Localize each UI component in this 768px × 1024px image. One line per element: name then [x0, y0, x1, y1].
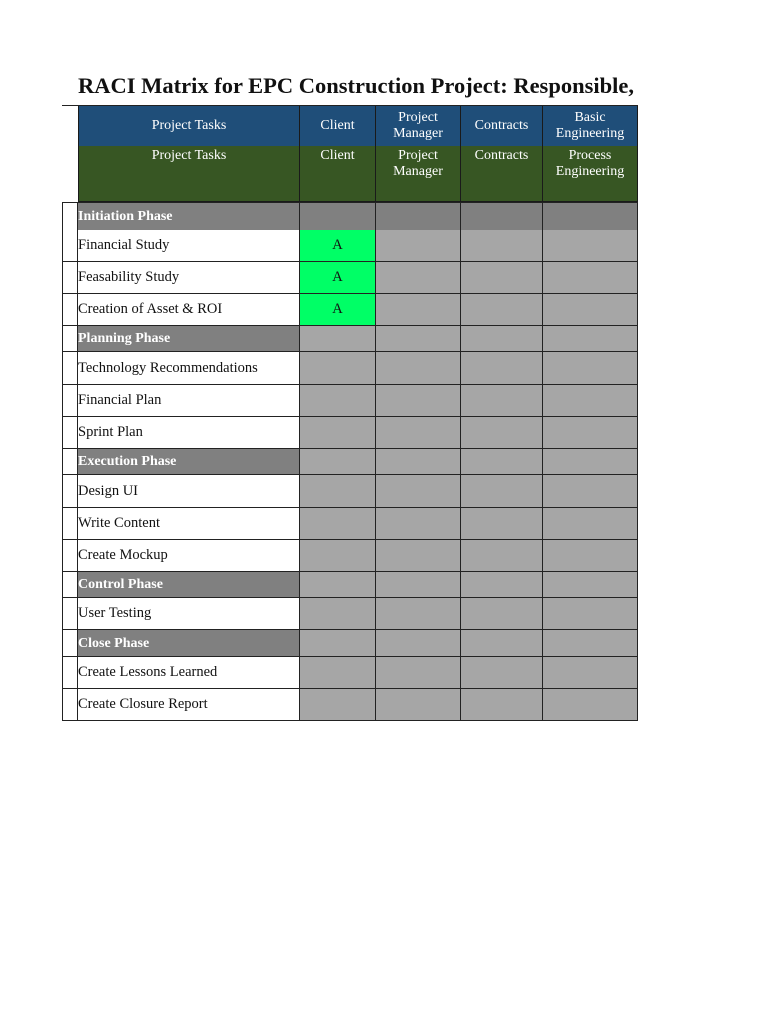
task-label: Write Content [78, 508, 300, 540]
phase-cell [376, 449, 461, 475]
assignment-cell [543, 598, 638, 630]
task-row [62, 230, 638, 262]
assignment-cell [300, 417, 376, 449]
phase-cell [543, 449, 638, 475]
phase-cell [376, 203, 461, 231]
row-margin-cell [62, 572, 78, 598]
task-row [62, 294, 638, 326]
row-margin-cell [62, 385, 78, 417]
header-client-secondary: Client [300, 146, 376, 202]
assignment-cell [461, 598, 543, 630]
assignment-cell [461, 262, 543, 294]
phase-cell [543, 572, 638, 598]
assignment-cell [300, 385, 376, 417]
row-margin-cell [62, 417, 78, 449]
phase-label: Initiation Phase [78, 203, 300, 231]
task-row [62, 385, 638, 417]
assignment-cell [543, 540, 638, 572]
row-margin-cell [62, 262, 78, 294]
header-project-tasks: Project Tasks [78, 106, 300, 147]
assignment-cell [300, 689, 376, 721]
phase-cell [461, 572, 543, 598]
assignment-cell [461, 508, 543, 540]
assignment-cell [543, 475, 638, 508]
task-row [62, 262, 638, 294]
header-contracts: Contracts [461, 106, 543, 147]
header-basic-engineering: Basic Engineering [543, 106, 638, 147]
phase-cell [376, 572, 461, 598]
phase-label: Control Phase [78, 572, 300, 598]
assignment-cell [300, 475, 376, 508]
phase-cell [543, 203, 638, 231]
task-row [62, 689, 638, 721]
header-row-primary [62, 105, 638, 147]
assignment-cell [461, 352, 543, 385]
task-label: Creation of Asset & ROI [78, 294, 300, 326]
row-margin-cell [62, 449, 78, 475]
row-margin-cell [62, 540, 78, 572]
phase-cell [461, 203, 543, 231]
assignment-cell [543, 262, 638, 294]
row-margin-cell [62, 689, 78, 721]
assignment-cell [543, 657, 638, 689]
assignment-cell [376, 508, 461, 540]
row-margin-cell [62, 203, 78, 231]
task-label: Technology Recommendations [78, 352, 300, 385]
row-margin-cell [62, 294, 78, 326]
row-margin-cell [62, 475, 78, 508]
task-label: Sprint Plan [78, 417, 300, 449]
header-project-tasks-secondary: Project Tasks [78, 146, 300, 202]
task-label: Financial Study [78, 230, 300, 262]
phase-row-control [62, 572, 638, 598]
phase-cell [300, 449, 376, 475]
assignment-cell [376, 294, 461, 326]
assignment-cell [376, 540, 461, 572]
assignment-cell: A [300, 294, 376, 326]
row-margin-cell [62, 352, 78, 385]
page-title: RACI Matrix for EPC Construction Project: Responsible, [78, 73, 634, 98]
assignment-cell [543, 417, 638, 449]
task-row [62, 352, 638, 385]
assignment-cell [376, 689, 461, 721]
task-label: Financial Plan [78, 385, 300, 417]
phase-cell [461, 326, 543, 352]
assignment-cell [543, 352, 638, 385]
task-label: User Testing [78, 598, 300, 630]
task-label: Create Mockup [78, 540, 300, 572]
task-label: Create Closure Report [78, 689, 300, 721]
phase-label: Close Phase [78, 630, 300, 657]
assignment-cell [543, 230, 638, 262]
phase-cell [376, 326, 461, 352]
assignment-cell [376, 385, 461, 417]
assignment-cell [376, 262, 461, 294]
assignment-cell: A [300, 230, 376, 262]
assignment-cell [461, 657, 543, 689]
phase-row-planning [62, 326, 638, 352]
task-row [62, 657, 638, 689]
assignment-cell [376, 352, 461, 385]
row-margin-cell [62, 598, 78, 630]
task-row [62, 508, 638, 540]
phase-row-initiation [62, 202, 638, 231]
phase-cell [300, 203, 376, 231]
assignment-cell [543, 508, 638, 540]
assignment-cell [461, 385, 543, 417]
assignment-cell [543, 294, 638, 326]
assignment-cell [461, 475, 543, 508]
header-process-engineering: Process Engineering [543, 146, 638, 202]
assignment-cell [376, 598, 461, 630]
assignment-cell [376, 475, 461, 508]
header-project-manager-secondary: Project Manager [376, 146, 461, 202]
task-label: Feasability Study [78, 262, 300, 294]
assignment-cell [300, 598, 376, 630]
task-row [62, 475, 638, 508]
assignment-cell [376, 417, 461, 449]
task-label: Create Lessons Learned [78, 657, 300, 689]
assignment-cell [461, 540, 543, 572]
task-row [62, 598, 638, 630]
phase-cell [543, 326, 638, 352]
assignment-cell [300, 540, 376, 572]
phase-cell [543, 630, 638, 657]
header-row-secondary [62, 146, 638, 202]
assignment-cell: A [300, 262, 376, 294]
task-row [62, 540, 638, 572]
header-client: Client [300, 106, 376, 147]
header-contracts-secondary: Contracts [461, 146, 543, 202]
phase-cell [376, 630, 461, 657]
assignment-cell [300, 352, 376, 385]
assignment-cell [300, 657, 376, 689]
row-margin-cell [62, 630, 78, 657]
assignment-cell [376, 657, 461, 689]
assignment-cell [461, 417, 543, 449]
assignment-cell [300, 508, 376, 540]
phase-cell [461, 630, 543, 657]
row-margin-cell [62, 326, 78, 352]
row-margin-cell [62, 657, 78, 689]
row-margin-cell [62, 230, 78, 262]
task-row [62, 417, 638, 449]
assignment-cell [543, 385, 638, 417]
row-margin-cell [62, 508, 78, 540]
phase-row-close [62, 630, 638, 657]
phase-cell [300, 630, 376, 657]
phase-cell [461, 449, 543, 475]
assignment-cell [461, 294, 543, 326]
assignment-cell [543, 689, 638, 721]
phase-label: Execution Phase [78, 449, 300, 475]
assignment-cell [461, 689, 543, 721]
task-label: Design UI [78, 475, 300, 508]
phase-cell [300, 326, 376, 352]
assignment-cell [461, 230, 543, 262]
phase-row-execution [62, 449, 638, 475]
assignment-cell [376, 230, 461, 262]
header-project-manager: Project Manager [376, 106, 461, 147]
phase-label: Planning Phase [78, 326, 300, 352]
phase-cell [300, 572, 376, 598]
